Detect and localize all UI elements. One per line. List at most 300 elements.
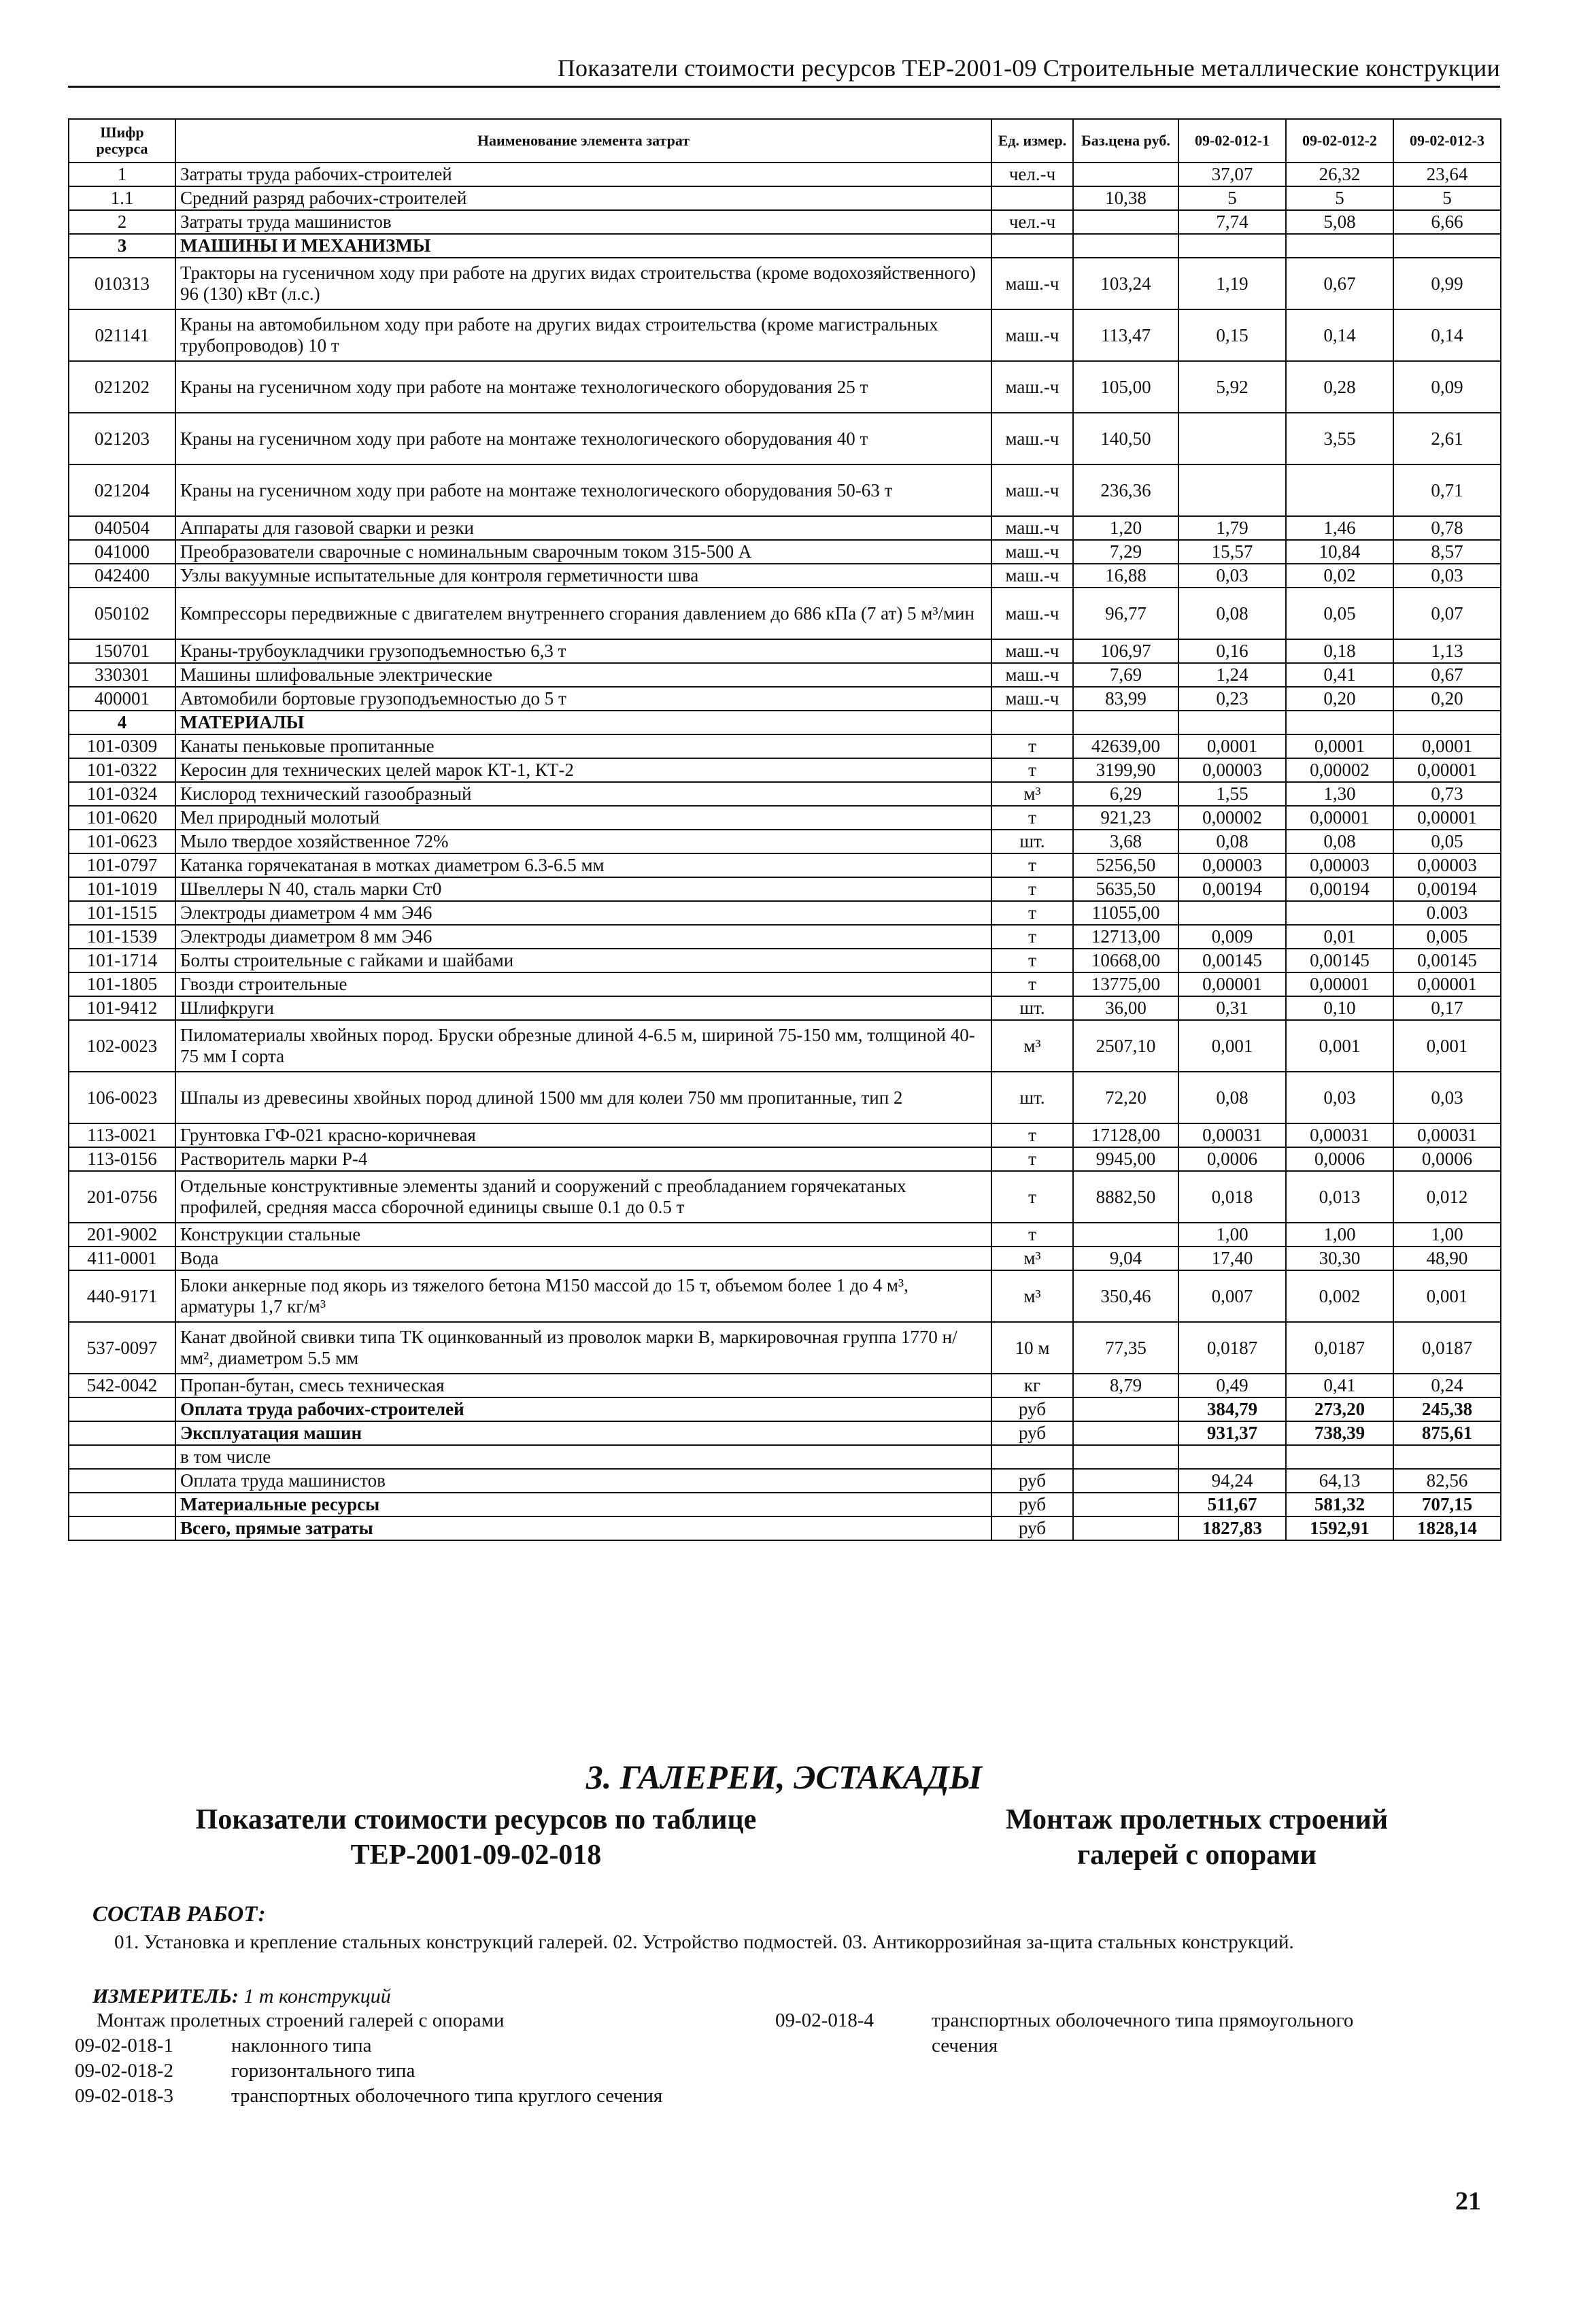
cell-unit: м³ <box>991 782 1073 806</box>
cell-name: МАТЕРИАЛЫ <box>175 711 991 734</box>
cell-value-2: 0,002 <box>1286 1270 1393 1322</box>
summary-value-3: 1828,14 <box>1393 1516 1501 1540</box>
col-header-c1: 09-02-012-1 <box>1178 119 1286 163</box>
summary-value-1: 931,37 <box>1178 1421 1286 1445</box>
cell-value-2: 0,01 <box>1286 925 1393 949</box>
cell-code: 010313 <box>69 258 175 309</box>
cell-code: 042400 <box>69 564 175 588</box>
cell-code: 041000 <box>69 540 175 564</box>
cell-value-3: 0,001 <box>1393 1270 1501 1322</box>
cell-value-2: 0,41 <box>1286 1374 1393 1397</box>
cell-code: 021204 <box>69 464 175 516</box>
cell-value-2: 0,00145 <box>1286 949 1393 972</box>
col-header-name: Наименование элемента затрат <box>175 119 991 163</box>
cell-code: 050102 <box>69 588 175 639</box>
table-subject-line-2: галерей с опорами <box>1077 1839 1317 1871</box>
cell-value-1: 0,00001 <box>1178 972 1286 996</box>
summary-label: Оплата труда рабочих-строителей <box>175 1397 991 1421</box>
items-list-left <box>75 2008 755 2109</box>
cell-value-3: 0,00001 <box>1393 806 1501 830</box>
cell-code: 102-0023 <box>69 1020 175 1072</box>
cell-name: Отдельные конструктивные элементы зданий и сооружений с преобладанием горячекатаных профилей, средняя масса сборочной единицы свыше 0.1 до 0.5 т <box>175 1171 991 1223</box>
cell-value-1: 0,009 <box>1178 925 1286 949</box>
cell-value-3: 0,99 <box>1393 258 1501 309</box>
cell-value-1: 1,19 <box>1178 258 1286 309</box>
cell-code: 101-0322 <box>69 758 175 782</box>
cell-unit: маш.-ч <box>991 564 1073 588</box>
cell-value-2: 0,0006 <box>1286 1147 1393 1171</box>
cell-name: Машины шлифовальные электрические <box>175 663 991 687</box>
cell-base-price <box>1073 210 1178 234</box>
summary-label: в том числе <box>175 1445 991 1469</box>
cell-value-1: 0,00003 <box>1178 853 1286 877</box>
cell-value-2: 0,67 <box>1286 258 1393 309</box>
cell-value-1: 5 <box>1178 186 1286 210</box>
summary-value-1 <box>1178 1445 1286 1469</box>
cell-unit: м³ <box>991 1020 1073 1072</box>
cell-value-3: 1,00 <box>1393 1223 1501 1247</box>
cell-value-3: 0,005 <box>1393 925 1501 949</box>
cell-code: 101-0309 <box>69 734 175 758</box>
cell-base-price: 13775,00 <box>1073 972 1178 996</box>
cell-value-2: 5,08 <box>1286 210 1393 234</box>
cell-code: 1 <box>69 163 175 186</box>
cell-name: Блоки анкерные под якорь из тяжелого бетона М150 массой до 15 т, объемом более 1 до 4 м³, арматуры 1,7 кг/м³ <box>175 1270 991 1322</box>
cell-name: Краны на гусеничном ходу при работе на монтаже технологического оборудования 25 т <box>175 361 991 413</box>
cell-value-3: 0,03 <box>1393 1072 1501 1123</box>
cell-base-price: 9,04 <box>1073 1247 1178 1270</box>
list-item-code: 09-02-018-3 <box>75 2085 173 2107</box>
cell-base-price-empty <box>1073 1493 1178 1516</box>
table-row <box>69 996 1501 1020</box>
table-title-line-1: Показатели стоимости ресурсов по таблице <box>195 1804 757 1835</box>
cell-value-2: 26,32 <box>1286 163 1393 186</box>
cell-value-2: 30,30 <box>1286 1247 1393 1270</box>
cell-base-price: 5635,50 <box>1073 877 1178 901</box>
cell-base-price: 72,20 <box>1073 1072 1178 1123</box>
list-item <box>775 2008 1455 2058</box>
table-row <box>69 1147 1501 1171</box>
cell-value-3: 0,17 <box>1393 996 1501 1020</box>
cell-unit: маш.-ч <box>991 361 1073 413</box>
cell-value-1: 0,08 <box>1178 830 1286 853</box>
cell-value-1: 0,018 <box>1178 1171 1286 1223</box>
cell-unit: чел.-ч <box>991 210 1073 234</box>
cell-value-2: 0,14 <box>1286 309 1393 361</box>
cell-value-2: 0,00001 <box>1286 806 1393 830</box>
cell-name: Гвозди строительные <box>175 972 991 996</box>
cell-name: Керосин для технических целей марок КТ-1, КТ-2 <box>175 758 991 782</box>
cell-name: Краны-трубоукладчики грузоподъемностью 6,3 т <box>175 639 991 663</box>
summary-row <box>69 1397 1501 1421</box>
cell-value-2: 0,41 <box>1286 663 1393 687</box>
summary-value-2: 64,13 <box>1286 1469 1393 1493</box>
cell-name: Краны на автомобильном ходу при работе на других видах строительства (кроме магистральных трубопроводов) 10 т <box>175 309 991 361</box>
page-number: 21 <box>1455 2187 1481 2216</box>
cell-name: Преобразователи сварочные с номинальным сварочным током 315-500 А <box>175 540 991 564</box>
cell-value-1: 0,31 <box>1178 996 1286 1020</box>
cell-base-price: 113,47 <box>1073 309 1178 361</box>
cell-name: Компрессоры передвижные с двигателем внутреннего сгорания давлением до 686 кПа (7 ат) 5 м³/мин <box>175 588 991 639</box>
cell-code: 537-0097 <box>69 1322 175 1374</box>
table-row <box>69 309 1501 361</box>
table-row <box>69 1374 1501 1397</box>
measure-unit-label: ИЗМЕРИТЕЛЬ: <box>92 1985 239 2007</box>
table-row <box>69 925 1501 949</box>
cell-unit: чел.-ч <box>991 163 1073 186</box>
cell-name: Катанка горячекатаная в мотках диаметром 6.3-6.5 мм <box>175 853 991 877</box>
cell-unit: кг <box>991 1374 1073 1397</box>
table-row <box>69 1171 1501 1223</box>
cell-value-2: 0,00002 <box>1286 758 1393 782</box>
summary-row <box>69 1445 1501 1469</box>
cell-value-2 <box>1286 901 1393 925</box>
cell-code: 101-0623 <box>69 830 175 853</box>
cell-value-2 <box>1286 464 1393 516</box>
cell-unit <box>991 234 1073 258</box>
cell-name: МАШИНЫ И МЕХАНИЗМЫ <box>175 234 991 258</box>
cell-value-2: 1,30 <box>1286 782 1393 806</box>
summary-unit: руб <box>991 1516 1073 1540</box>
cell-code: 101-0797 <box>69 853 175 877</box>
cell-base-price: 921,23 <box>1073 806 1178 830</box>
cell-value-3: 0,71 <box>1393 464 1501 516</box>
cell-code: 101-1714 <box>69 949 175 972</box>
cell-base-price: 12713,00 <box>1073 925 1178 949</box>
cell-name: Кислород технический газообразный <box>175 782 991 806</box>
cell-base-price: 77,35 <box>1073 1322 1178 1374</box>
cell-unit: маш.-ч <box>991 639 1073 663</box>
header-rule <box>68 86 1500 88</box>
cell-base-price: 16,88 <box>1073 564 1178 588</box>
cell-base-price: 236,36 <box>1073 464 1178 516</box>
cell-base-price: 6,29 <box>1073 782 1178 806</box>
table-row <box>69 877 1501 901</box>
cell-value-3: 0,14 <box>1393 309 1501 361</box>
cell-code: 201-0756 <box>69 1171 175 1223</box>
cell-code: 021203 <box>69 413 175 464</box>
summary-value-1: 94,24 <box>1178 1469 1286 1493</box>
cell-value-3: 0,78 <box>1393 516 1501 540</box>
cell-base-price: 36,00 <box>1073 996 1178 1020</box>
cell-code: 330301 <box>69 663 175 687</box>
cell-value-1: 0,0006 <box>1178 1147 1286 1171</box>
list-item-text: наклонного типа <box>231 2035 372 2056</box>
cell-code: 101-1805 <box>69 972 175 996</box>
cell-value-2: 1,46 <box>1286 516 1393 540</box>
cell-code: 3 <box>69 234 175 258</box>
cell-value-2: 0,28 <box>1286 361 1393 413</box>
table-row <box>69 806 1501 830</box>
table-row <box>69 163 1501 186</box>
cell-code: 021202 <box>69 361 175 413</box>
running-header: Показатели стоимости ресурсов ТЕР-2001-09 Строительные металлические конструкции <box>557 54 1500 82</box>
cell-value-2: 0,05 <box>1286 588 1393 639</box>
cell-value-1: 1,79 <box>1178 516 1286 540</box>
cell-value-3: 0,03 <box>1393 564 1501 588</box>
cell-base-price: 1,20 <box>1073 516 1178 540</box>
cell-name: Мыло твердое хозяйственное 72% <box>175 830 991 853</box>
cell-value-1: 1,00 <box>1178 1223 1286 1247</box>
cell-unit: маш.-ч <box>991 258 1073 309</box>
summary-unit: руб <box>991 1397 1073 1421</box>
summary-label: Материальные ресурсы <box>175 1493 991 1516</box>
cell-value-1: 1,55 <box>1178 782 1286 806</box>
summary-value-3: 707,15 <box>1393 1493 1501 1516</box>
summary-label: Эксплуатация машин <box>175 1421 991 1445</box>
cell-value-3: 0,24 <box>1393 1374 1501 1397</box>
table-row <box>69 186 1501 210</box>
table-row <box>69 901 1501 925</box>
cell-name: Пиломатериалы хвойных пород. Бруски обрезные длиной 4-6.5 м, шириной 75-150 мм, толщиной 40-75 мм I сорта <box>175 1020 991 1072</box>
cell-value-2: 10,84 <box>1286 540 1393 564</box>
cell-base-price: 5256,50 <box>1073 853 1178 877</box>
col-header-unit: Ед. измер. <box>991 119 1073 163</box>
summary-unit: руб <box>991 1421 1073 1445</box>
summary-value-2: 581,32 <box>1286 1493 1393 1516</box>
table-row <box>69 972 1501 996</box>
cell-unit: т <box>991 949 1073 972</box>
cell-base-price: 17128,00 <box>1073 1123 1178 1147</box>
cell-name: Средний разряд рабочих-строителей <box>175 186 991 210</box>
summary-value-2: 273,20 <box>1286 1397 1393 1421</box>
cell-unit: т <box>991 877 1073 901</box>
cell-code: 542-0042 <box>69 1374 175 1397</box>
cell-value-3: 48,90 <box>1393 1247 1501 1270</box>
cell-code: 150701 <box>69 639 175 663</box>
cell-name: Автомобили бортовые грузоподъемностью до 5 т <box>175 687 991 711</box>
works-text: 01. Установка и крепление стальных конструкций галерей. 02. Устройство подмостей. 03. Антикоррозийная за-щита стальных конструкций. <box>114 1931 1294 1953</box>
cell-value-3: 0.003 <box>1393 901 1501 925</box>
cell-base-price: 83,99 <box>1073 687 1178 711</box>
cell-value-3: 8,57 <box>1393 540 1501 564</box>
cell-unit: маш.-ч <box>991 540 1073 564</box>
cell-value-1: 0,00002 <box>1178 806 1286 830</box>
cell-name: Шлифкруги <box>175 996 991 1020</box>
cell-value-3: 0,00031 <box>1393 1123 1501 1147</box>
cell-code: 101-9412 <box>69 996 175 1020</box>
cell-value-1: 15,57 <box>1178 540 1286 564</box>
cell-name: Электроды диаметром 4 мм Э46 <box>175 901 991 925</box>
cell-unit: шт. <box>991 996 1073 1020</box>
cell-value-2: 0,013 <box>1286 1171 1393 1223</box>
cell-value-3: 0,0187 <box>1393 1322 1501 1374</box>
summary-unit <box>991 1445 1073 1469</box>
list-item-text: транспортных оболочечного типа прямоугольного сечения <box>932 2010 1354 2056</box>
cell-value-2: 0,03 <box>1286 1072 1393 1123</box>
summary-value-3 <box>1393 1445 1501 1469</box>
cell-name: Электроды диаметром 8 мм Э46 <box>175 925 991 949</box>
cell-name: Вода <box>175 1247 991 1270</box>
cell-value-3: 0,012 <box>1393 1171 1501 1223</box>
cell-base-price <box>1073 234 1178 258</box>
cell-unit: маш.-ч <box>991 663 1073 687</box>
cell-unit: т <box>991 972 1073 996</box>
summary-unit: руб <box>991 1493 1073 1516</box>
cell-base-price: 2507,10 <box>1073 1020 1178 1072</box>
table-row <box>69 564 1501 588</box>
cell-code: 040504 <box>69 516 175 540</box>
cell-value-2 <box>1286 711 1393 734</box>
cell-code: 201-9002 <box>69 1223 175 1247</box>
cell-unit: т <box>991 925 1073 949</box>
summary-row <box>69 1516 1501 1540</box>
table-row <box>69 540 1501 564</box>
cell-base-price: 11055,00 <box>1073 901 1178 925</box>
cell-base-price: 96,77 <box>1073 588 1178 639</box>
cell-value-1: 0,00145 <box>1178 949 1286 972</box>
cell-base-price: 3199,90 <box>1073 758 1178 782</box>
table-row <box>69 1123 1501 1147</box>
cell-value-1: 1,24 <box>1178 663 1286 687</box>
cell-value-1: 0,15 <box>1178 309 1286 361</box>
col-header-base-price: Баз.цена руб. <box>1073 119 1178 163</box>
cell-value-1: 0,16 <box>1178 639 1286 663</box>
cell-unit: т <box>991 758 1073 782</box>
cell-base-price: 8,79 <box>1073 1374 1178 1397</box>
measure-unit-value: 1 т конструкций <box>243 1985 391 2007</box>
cell-value-2: 0,001 <box>1286 1020 1393 1072</box>
cell-unit: т <box>991 734 1073 758</box>
cell-value-3 <box>1393 711 1501 734</box>
cell-base-price-empty <box>1073 1445 1178 1469</box>
summary-row <box>69 1421 1501 1445</box>
cell-value-3 <box>1393 234 1501 258</box>
cell-code-empty <box>69 1397 175 1421</box>
cell-value-1: 0,0187 <box>1178 1322 1286 1374</box>
list-item-text: транспортных оболочечного типа круглого сечения <box>231 2085 663 2107</box>
cell-value-1: 5,92 <box>1178 361 1286 413</box>
table-row <box>69 1072 1501 1123</box>
cell-value-3: 2,61 <box>1393 413 1501 464</box>
table-header-row <box>69 119 1501 163</box>
cell-unit: маш.-ч <box>991 464 1073 516</box>
summary-label: Оплата труда машинистов <box>175 1469 991 1493</box>
cell-code-empty <box>69 1469 175 1493</box>
cell-base-price <box>1073 163 1178 186</box>
cell-code: 440-9171 <box>69 1270 175 1322</box>
table-row <box>69 782 1501 806</box>
measure-unit <box>92 1984 391 2010</box>
cell-value-3: 5 <box>1393 186 1501 210</box>
items-list-intro: Монтаж пролетных строений галерей с опорами <box>97 2010 505 2031</box>
cell-code: 101-1539 <box>69 925 175 949</box>
summary-value-3: 82,56 <box>1393 1469 1501 1493</box>
cell-value-1: 0,03 <box>1178 564 1286 588</box>
cell-name: Узлы вакуумные испытательные для контроля герметичности шва <box>175 564 991 588</box>
cell-value-3: 23,64 <box>1393 163 1501 186</box>
col-header-c3: 09-02-012-3 <box>1393 119 1501 163</box>
cell-name: Грунтовка ГФ-021 красно-коричневая <box>175 1123 991 1147</box>
cell-value-3: 0,05 <box>1393 830 1501 853</box>
cell-unit: маш.-ч <box>991 309 1073 361</box>
section-title: 3. ГАЛЕРЕИ, ЭСТАКАДЫ <box>585 1758 983 1796</box>
cell-name: Затраты труда рабочих-строителей <box>175 163 991 186</box>
cell-value-2: 0,0187 <box>1286 1322 1393 1374</box>
cell-base-price: 106,97 <box>1073 639 1178 663</box>
cell-base-price: 9945,00 <box>1073 1147 1178 1171</box>
cell-unit: шт. <box>991 830 1073 853</box>
cell-unit: маш.-ч <box>991 687 1073 711</box>
cell-value-3: 0,00145 <box>1393 949 1501 972</box>
table-body <box>69 163 1501 1540</box>
cell-base-price: 10668,00 <box>1073 949 1178 972</box>
cell-code: 101-1019 <box>69 877 175 901</box>
cell-base-price: 8882,50 <box>1073 1171 1178 1223</box>
cell-unit: т <box>991 806 1073 830</box>
cell-value-1: 0,08 <box>1178 1072 1286 1123</box>
cell-unit: м³ <box>991 1247 1073 1270</box>
table-row <box>69 258 1501 309</box>
table-subject <box>938 1802 1455 1873</box>
table-row <box>69 516 1501 540</box>
table-row <box>69 1322 1501 1374</box>
cell-code: 113-0021 <box>69 1123 175 1147</box>
cell-value-1: 0,49 <box>1178 1374 1286 1397</box>
cell-value-2: 0,08 <box>1286 830 1393 853</box>
cell-value-2: 0,00003 <box>1286 853 1393 877</box>
cell-name: Мел природный молотый <box>175 806 991 830</box>
cell-value-2 <box>1286 234 1393 258</box>
cell-value-1 <box>1178 234 1286 258</box>
cell-base-price: 105,00 <box>1073 361 1178 413</box>
cell-value-3: 0,00001 <box>1393 972 1501 996</box>
cell-value-2: 0,18 <box>1286 639 1393 663</box>
cell-value-3: 0,09 <box>1393 361 1501 413</box>
summary-value-1: 511,67 <box>1178 1493 1286 1516</box>
cell-name: Тракторы на гусеничном ходу при работе на других видах строительства (кроме водохозяйственного) 96 (130) кВт (л.с.) <box>175 258 991 309</box>
cell-base-price-empty <box>1073 1516 1178 1540</box>
cell-value-1: 0,23 <box>1178 687 1286 711</box>
cell-base-price: 140,50 <box>1073 413 1178 464</box>
table-row <box>69 1270 1501 1322</box>
cell-value-2: 0,02 <box>1286 564 1393 588</box>
cell-base-price: 3,68 <box>1073 830 1178 853</box>
cell-code-empty <box>69 1445 175 1469</box>
works-heading: СОСТАВ РАБОТ: <box>92 1902 266 1927</box>
section-row <box>69 711 1501 734</box>
cell-code: 101-0324 <box>69 782 175 806</box>
cell-base-price <box>1073 1223 1178 1247</box>
summary-value-3: 245,38 <box>1393 1397 1501 1421</box>
table-row <box>69 588 1501 639</box>
table-row <box>69 464 1501 516</box>
summary-row <box>69 1493 1501 1516</box>
cell-base-price-empty <box>1073 1421 1178 1445</box>
cell-code: 101-1515 <box>69 901 175 925</box>
cell-code: 2 <box>69 210 175 234</box>
cell-code: 411-0001 <box>69 1247 175 1270</box>
cell-value-1: 0,001 <box>1178 1020 1286 1072</box>
cell-value-1: 0,00003 <box>1178 758 1286 782</box>
list-item-code: 09-02-018-2 <box>75 2060 173 2082</box>
cell-value-2: 3,55 <box>1286 413 1393 464</box>
cell-name: Канат двойной свивки типа ТК оцинкованный из проволок марки В, маркировочная группа 1770 н/мм², диаметром 5.5 мм <box>175 1322 991 1374</box>
cell-value-2: 0,00001 <box>1286 972 1393 996</box>
cell-value-3: 0,00003 <box>1393 853 1501 877</box>
table-row <box>69 830 1501 853</box>
table-row <box>69 361 1501 413</box>
cell-base-price <box>1073 711 1178 734</box>
cell-code: 021141 <box>69 309 175 361</box>
cell-value-3: 0,00194 <box>1393 877 1501 901</box>
cell-value-3: 0,001 <box>1393 1020 1501 1072</box>
table-subject-line-1: Монтаж пролетных строений <box>1005 1804 1389 1835</box>
cell-value-2: 0,00194 <box>1286 877 1393 901</box>
cell-name: Канаты пеньковые пропитанные <box>175 734 991 758</box>
cell-unit: т <box>991 901 1073 925</box>
summary-label: Всего, прямые затраты <box>175 1516 991 1540</box>
